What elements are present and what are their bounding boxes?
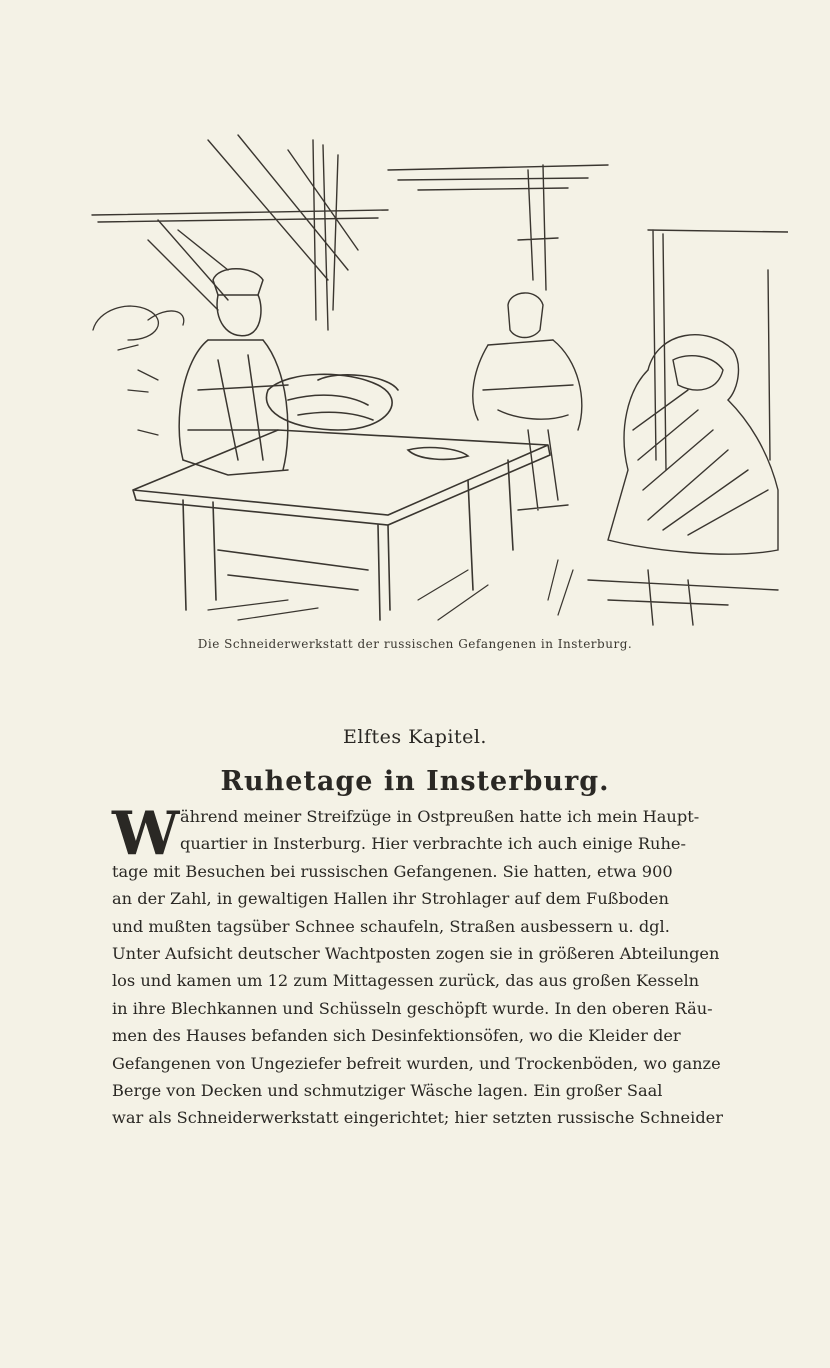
text-line: los und kamen um 12 zum Mittagessen zurück, das aus großen Kesseln [112,971,700,991]
text-line: an der Zahl, in gewaltigen Hallen ihr Strohlager auf dem Fußboden [112,889,669,909]
stove-pipe [93,306,184,435]
text-line: ährend meiner Streifzüge in Ostpreußen hatte ich mein Haupt- [180,807,700,826]
text-line: tage mit Besuchen bei russischen Gefangenen. Sie hatten, etwa 900 [112,861,673,881]
text-line: war als Schneiderwerkstatt eingerichtet; hier setzten russische Schneider [112,1108,723,1128]
text-line: Berge von Decken und schmutziger Wäsche lagen. Ein großer Saal [112,1080,663,1100]
standing-tailor-figure [179,269,288,475]
text-line: in ihre Blechkannen und Schüsseln geschöpft wurde. In den oberen Räu- [112,998,713,1018]
seated-woman-figure [588,335,778,625]
text-line: quartier in Insterburg. Hier verbrachte ich auch einige Ruhe- [180,834,686,854]
text-line: und mußten tagsüber Schnee schaufeln, Straßen ausbessern u. dgl. [112,916,670,936]
chapter-heading: Elftes Kapitel. [343,726,487,748]
chapter-title: Ruhetage in Insterburg. [220,766,610,797]
work-table [133,374,550,620]
floor-lines [208,560,573,620]
workshop-illustration [88,130,788,630]
body-text [112,799,766,1132]
text-line: Unter Aufsicht deutscher Wachtposten zogen sie in größeren Abteilungen [112,943,720,963]
text-line: Gefangenen von Ungeziefer befreit wurden, und Trockenböden, wo ganze [112,1053,721,1073]
drop-cap: W [112,799,180,869]
figure-caption: Die Schneiderwerkstatt der russischen Gefangenen in Insterburg. [197,637,633,651]
text-line: men des Hauses befanden sich Desinfektionsöfen, wo die Kleider der [112,1026,681,1046]
seated-tailor-figure [473,293,582,510]
roof-beams [92,135,788,470]
